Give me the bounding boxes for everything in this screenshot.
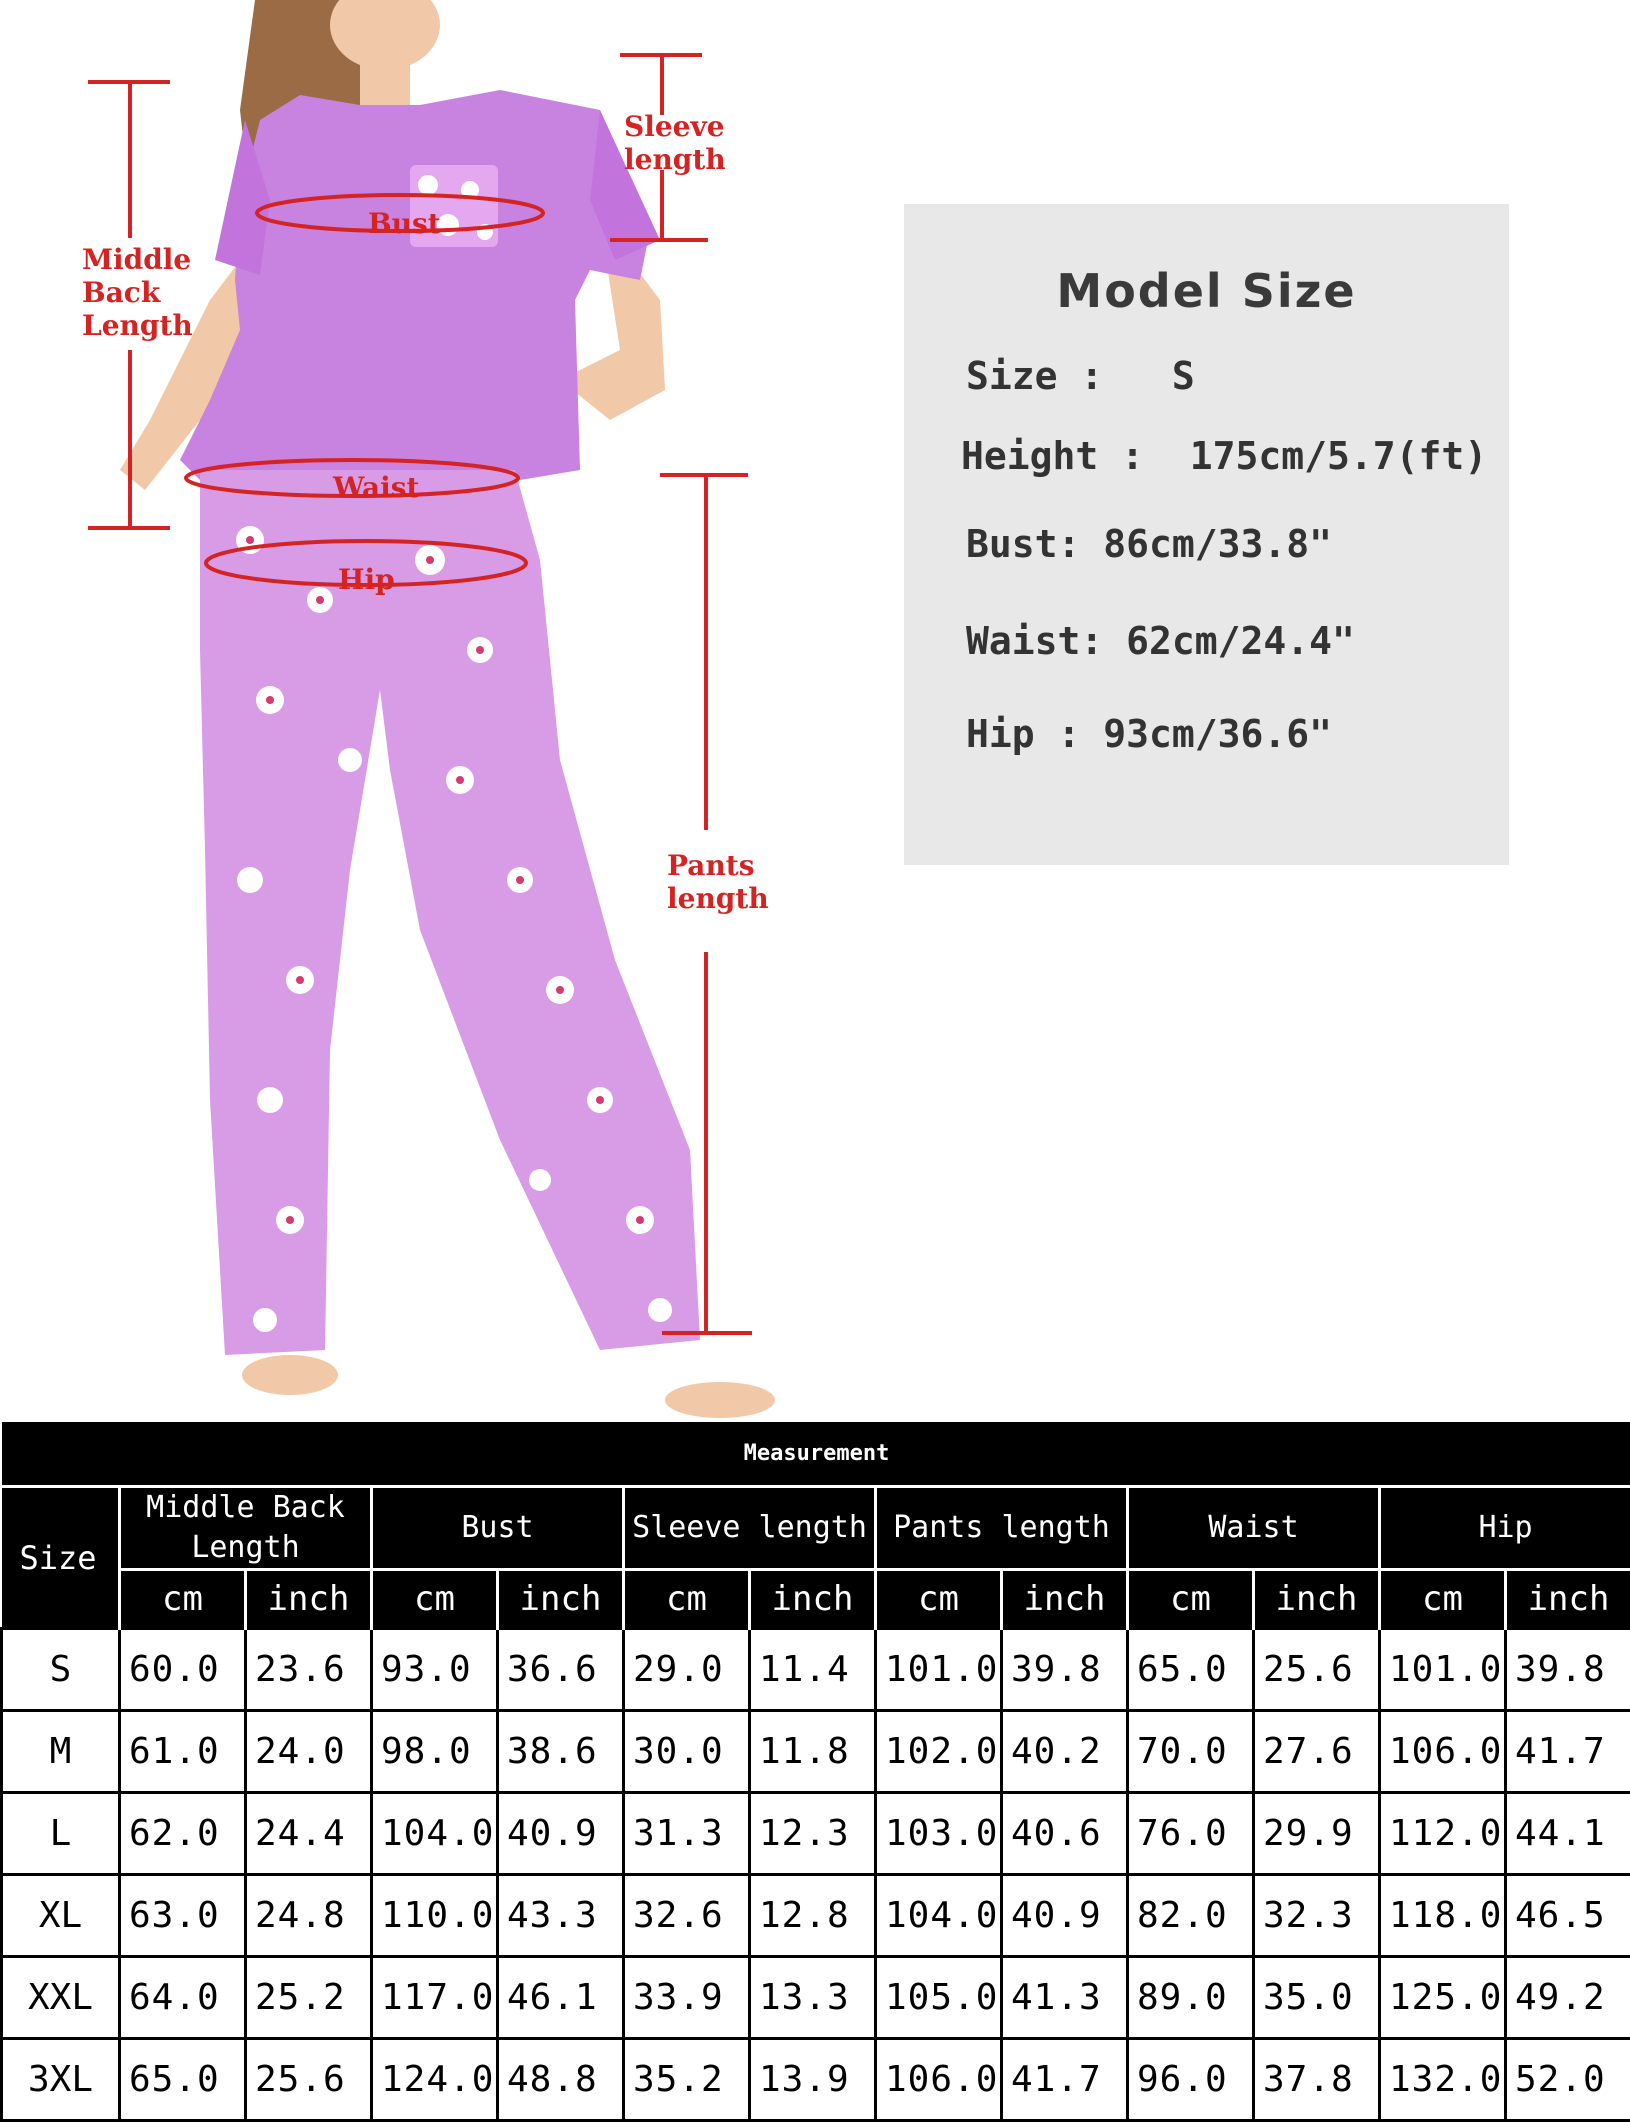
value-cell: 24.0 bbox=[246, 1711, 372, 1793]
value-cell: 35.0 bbox=[1254, 1957, 1380, 2039]
value-cell: 24.4 bbox=[246, 1793, 372, 1875]
value-cell: 33.9 bbox=[624, 1957, 750, 2039]
value-cell: 98.0 bbox=[372, 1711, 498, 1793]
size-cell: XXL bbox=[2, 1957, 120, 2039]
sleeve-length-label: Sleeve length bbox=[624, 110, 726, 176]
value-cell: 48.8 bbox=[498, 2039, 624, 2121]
group-header: Hip bbox=[1380, 1487, 1630, 1570]
middle-back-length-label: Middle Back Length bbox=[82, 243, 193, 342]
unit-header: cm bbox=[876, 1570, 1002, 1629]
table-row bbox=[2, 1875, 1630, 1957]
value-cell: 35.2 bbox=[624, 2039, 750, 2121]
size-cell: S bbox=[2, 1629, 120, 1711]
value-cell: 11.8 bbox=[750, 1711, 876, 1793]
value-cell: 40.6 bbox=[1002, 1793, 1128, 1875]
value-cell: 104.0 bbox=[372, 1793, 498, 1875]
value-cell: 103.0 bbox=[876, 1793, 1002, 1875]
value-cell: 112.0 bbox=[1380, 1793, 1506, 1875]
group-header: Waist bbox=[1128, 1487, 1380, 1570]
table-caption: Measurement bbox=[2, 1422, 1630, 1487]
model-size-hip: Hip : 93cm/36.6" bbox=[966, 712, 1332, 756]
value-cell: 13.9 bbox=[750, 2039, 876, 2121]
value-cell: 30.0 bbox=[624, 1711, 750, 1793]
size-cell: L bbox=[2, 1793, 120, 1875]
value-cell: 24.8 bbox=[246, 1875, 372, 1957]
value-cell: 31.3 bbox=[624, 1793, 750, 1875]
value-cell: 40.9 bbox=[498, 1793, 624, 1875]
value-cell: 106.0 bbox=[1380, 1711, 1506, 1793]
group-header: Middle Back Length bbox=[120, 1487, 372, 1570]
value-cell: 27.6 bbox=[1254, 1711, 1380, 1793]
pants-length-label: Pants length bbox=[667, 849, 769, 915]
size-column-header: Size bbox=[2, 1487, 120, 1629]
size-table-body bbox=[2, 1629, 1630, 2121]
value-cell: 40.2 bbox=[1002, 1711, 1128, 1793]
value-cell: 29.9 bbox=[1254, 1793, 1380, 1875]
unit-header: cm bbox=[1380, 1570, 1506, 1629]
bust-label: Bust bbox=[368, 207, 441, 240]
value-cell: 29.0 bbox=[624, 1629, 750, 1711]
table-row bbox=[2, 1629, 1630, 1711]
value-cell: 25.6 bbox=[246, 2039, 372, 2121]
value-cell: 23.6 bbox=[246, 1629, 372, 1711]
value-cell: 36.6 bbox=[498, 1629, 624, 1711]
value-cell: 110.0 bbox=[372, 1875, 498, 1957]
value-cell: 124.0 bbox=[372, 2039, 498, 2121]
size-cell: M bbox=[2, 1711, 120, 1793]
unit-header: inch bbox=[246, 1570, 372, 1629]
model-size-title: Model Size bbox=[904, 264, 1509, 318]
value-cell: 32.6 bbox=[624, 1875, 750, 1957]
size-cell: 3XL bbox=[2, 2039, 120, 2121]
value-cell: 39.8 bbox=[1002, 1629, 1128, 1711]
model-size-bust: Bust: 86cm/33.8" bbox=[966, 522, 1332, 566]
value-cell: 82.0 bbox=[1128, 1875, 1254, 1957]
value-cell: 63.0 bbox=[120, 1875, 246, 1957]
value-cell: 52.0 bbox=[1506, 2039, 1630, 2121]
value-cell: 38.6 bbox=[498, 1711, 624, 1793]
value-cell: 118.0 bbox=[1380, 1875, 1506, 1957]
table-row bbox=[2, 1711, 1630, 1793]
table-row bbox=[2, 1793, 1630, 1875]
value-cell: 65.0 bbox=[1128, 1629, 1254, 1711]
model-size-waist: Waist: 62cm/24.4" bbox=[966, 619, 1355, 663]
value-cell: 104.0 bbox=[876, 1875, 1002, 1957]
value-cell: 12.8 bbox=[750, 1875, 876, 1957]
value-cell: 13.3 bbox=[750, 1957, 876, 2039]
unit-header: inch bbox=[750, 1570, 876, 1629]
hip-label: Hip bbox=[338, 563, 395, 596]
value-cell: 96.0 bbox=[1128, 2039, 1254, 2121]
unit-header: cm bbox=[120, 1570, 246, 1629]
value-cell: 11.4 bbox=[750, 1629, 876, 1711]
unit-header: cm bbox=[624, 1570, 750, 1629]
model-size-panel bbox=[904, 204, 1509, 865]
value-cell: 46.5 bbox=[1506, 1875, 1630, 1957]
unit-header: inch bbox=[1506, 1570, 1630, 1629]
value-cell: 101.0 bbox=[1380, 1629, 1506, 1711]
value-cell: 41.7 bbox=[1506, 1711, 1630, 1793]
table-row bbox=[2, 2039, 1630, 2121]
value-cell: 39.8 bbox=[1506, 1629, 1630, 1711]
value-cell: 46.1 bbox=[498, 1957, 624, 2039]
value-cell: 65.0 bbox=[120, 2039, 246, 2121]
size-chart-table bbox=[0, 1422, 1630, 2122]
value-cell: 60.0 bbox=[120, 1629, 246, 1711]
unit-header: inch bbox=[1254, 1570, 1380, 1629]
unit-header: cm bbox=[1128, 1570, 1254, 1629]
group-header: Pants length bbox=[876, 1487, 1128, 1570]
value-cell: 105.0 bbox=[876, 1957, 1002, 2039]
value-cell: 62.0 bbox=[120, 1793, 246, 1875]
value-cell: 93.0 bbox=[372, 1629, 498, 1711]
value-cell: 37.8 bbox=[1254, 2039, 1380, 2121]
unit-header: inch bbox=[498, 1570, 624, 1629]
value-cell: 40.9 bbox=[1002, 1875, 1128, 1957]
value-cell: 89.0 bbox=[1128, 1957, 1254, 2039]
model-size-size: Size : S bbox=[966, 354, 1195, 398]
value-cell: 61.0 bbox=[120, 1711, 246, 1793]
value-cell: 125.0 bbox=[1380, 1957, 1506, 2039]
value-cell: 132.0 bbox=[1380, 2039, 1506, 2121]
unit-header: cm bbox=[372, 1570, 498, 1629]
value-cell: 43.3 bbox=[498, 1875, 624, 1957]
value-cell: 32.3 bbox=[1254, 1875, 1380, 1957]
group-header: Bust bbox=[372, 1487, 624, 1570]
table-row bbox=[2, 1957, 1630, 2039]
unit-header: inch bbox=[1002, 1570, 1128, 1629]
value-cell: 44.1 bbox=[1506, 1793, 1630, 1875]
size-cell: XL bbox=[2, 1875, 120, 1957]
value-cell: 64.0 bbox=[120, 1957, 246, 2039]
value-cell: 70.0 bbox=[1128, 1711, 1254, 1793]
value-cell: 12.3 bbox=[750, 1793, 876, 1875]
value-cell: 102.0 bbox=[876, 1711, 1002, 1793]
value-cell: 101.0 bbox=[876, 1629, 1002, 1711]
value-cell: 49.2 bbox=[1506, 1957, 1630, 2039]
value-cell: 41.3 bbox=[1002, 1957, 1128, 2039]
value-cell: 41.7 bbox=[1002, 2039, 1128, 2121]
waist-label: Waist bbox=[333, 471, 420, 504]
value-cell: 117.0 bbox=[372, 1957, 498, 2039]
value-cell: 106.0 bbox=[876, 2039, 1002, 2121]
value-cell: 25.6 bbox=[1254, 1629, 1380, 1711]
group-header: Sleeve length bbox=[624, 1487, 876, 1570]
value-cell: 25.2 bbox=[246, 1957, 372, 2039]
value-cell: 76.0 bbox=[1128, 1793, 1254, 1875]
model-size-height: Height : 175cm/5.7(ft) bbox=[961, 434, 1487, 478]
